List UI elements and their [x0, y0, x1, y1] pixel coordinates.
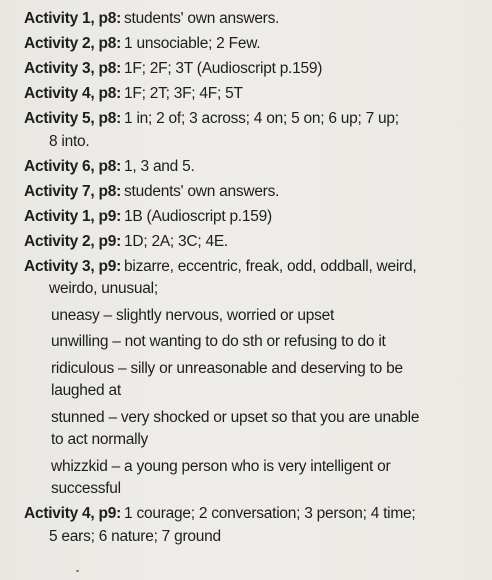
answer-text: 1F; 2F; 3T (Audioscript p.159) [124, 60, 323, 77]
answer-text: 1, 3 and 5. [124, 157, 195, 175]
definition-text: stunned – very shocked or upset so that you are unable [51, 408, 420, 426]
definition-text: ridiculous – silly or unreasonable and deserving to be [51, 359, 403, 377]
activity-label: Activity 4, p8: [24, 85, 122, 102]
answer-text: students' own answers. [124, 10, 280, 27]
answer-activity-4-p9 [24, 503, 484, 548]
answer-text: 1D; 2A; 3C; 4E. [124, 232, 228, 250]
answer-text-continued: 5 ears; 6 nature; 7 ground [49, 527, 221, 545]
activity-label: Activity 2, p9: [24, 232, 122, 250]
activity-label: Activity 2, p8: [24, 35, 122, 52]
answer-activity-4-p8 [24, 83, 484, 106]
answer-activity-2-p9 [24, 231, 484, 254]
activity-label: Activity 1, p8: [24, 10, 122, 27]
definition-whizzkid [24, 456, 484, 501]
activity-label: Activity 6, p8: [24, 157, 122, 175]
answer-activity-1-p8 [24, 8, 484, 31]
definition-text: unwilling – not wanting to do sth or refusing to do it [51, 333, 386, 350]
answer-text: students' own answers. [124, 182, 280, 200]
page-speck [76, 570, 79, 572]
answer-list [24, 8, 484, 551]
activity-label: Activity 3, p8: [24, 60, 122, 77]
answer-activity-3-p8 [24, 58, 484, 81]
activity-label: Activity 1, p9: [24, 207, 122, 225]
answer-activity-5-p8 [24, 108, 484, 153]
definition-text-continued: successful [51, 480, 121, 497]
definition-text: uneasy – slightly nervous, worried or upset [51, 306, 335, 324]
definition-uneasy [24, 305, 484, 328]
answer-text-continued: weirdo, unusual; [49, 280, 158, 297]
answer-text: bizarre, eccentric, freak, odd, oddball, weird, [124, 257, 417, 275]
definition-text: whizzkid – a young person who is very intelligent or [51, 457, 391, 475]
definition-text-continued: laughed at [51, 382, 121, 399]
activity-label: Activity 7, p8: [24, 182, 122, 200]
definition-text-continued: to act normally [51, 431, 149, 448]
activity-label: Activity 5, p8: [24, 110, 122, 127]
answer-activity-3-p9 [24, 256, 484, 501]
answer-activity-1-p9 [24, 206, 484, 229]
activity-label: Activity 3, p9: [24, 257, 122, 275]
answer-activity-6-p8 [24, 156, 484, 179]
definition-unwilling [24, 331, 484, 354]
answer-text: 1 unsociable; 2 Few. [124, 35, 261, 52]
answer-activity-7-p8 [24, 181, 484, 204]
definition-stunned [24, 407, 484, 452]
answer-text: 1F; 2T; 3F; 4F; 5T [124, 85, 243, 102]
answer-text: 1B (Audioscript p.159) [124, 207, 272, 225]
answer-activity-2-p8 [24, 33, 484, 56]
definition-ridiculous [24, 358, 484, 403]
answer-text: 1 in; 2 of; 3 across; 4 on; 5 on; 6 up; 7 up; [124, 110, 399, 127]
answer-text: 1 courage; 2 conversation; 3 person; 4 time; [124, 505, 416, 522]
answer-text-continued: 8 into. [49, 132, 90, 150]
activity-label: Activity 4, p9: [24, 505, 122, 522]
